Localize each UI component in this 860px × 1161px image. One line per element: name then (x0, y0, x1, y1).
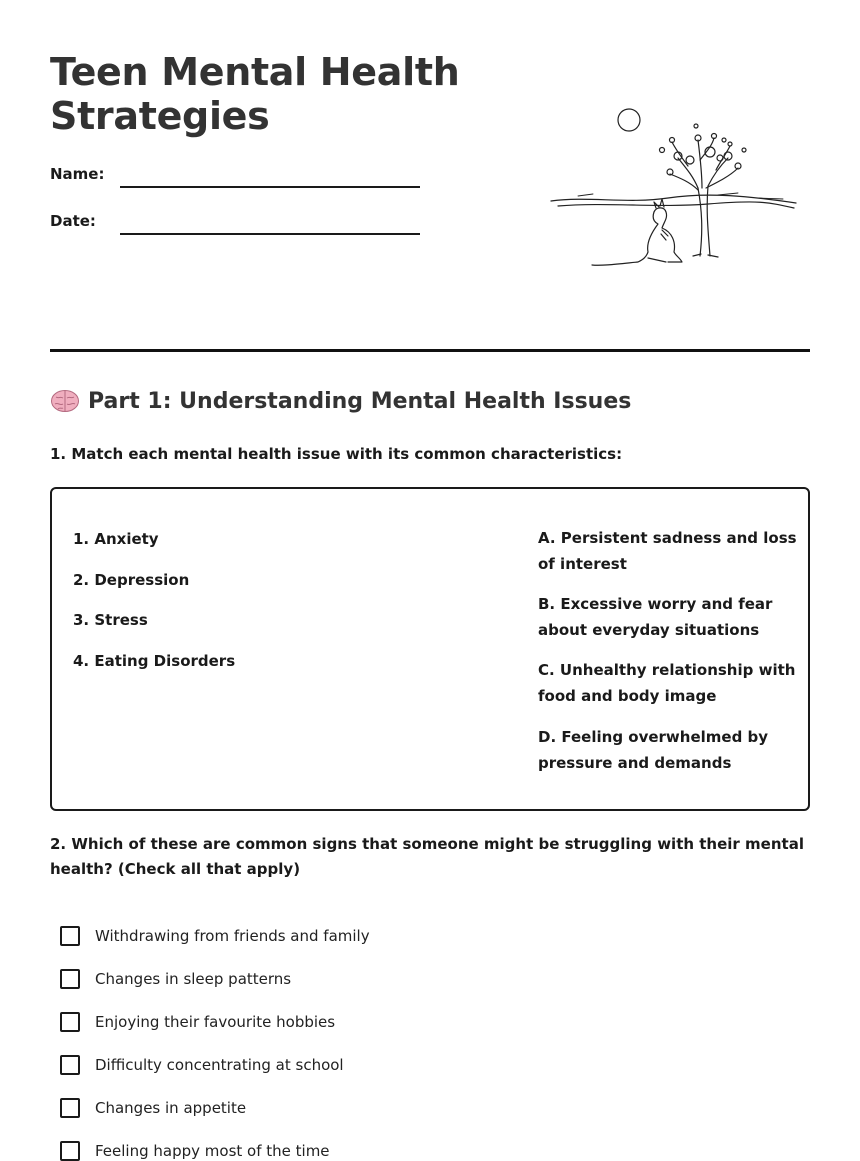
issue-item: 3. Stress (73, 611, 148, 629)
checkbox-option[interactable] (60, 1098, 246, 1118)
name-field[interactable] (120, 186, 420, 188)
question-1-prompt: 1. Match each mental health issue with its common characteristics: (50, 445, 623, 463)
kangaroo-tree-illustration (548, 100, 800, 272)
date-label: Date: (50, 212, 96, 230)
checkbox-option[interactable] (60, 1055, 344, 1075)
checkbox-option[interactable] (60, 969, 291, 989)
checkbox[interactable] (60, 969, 80, 989)
name-label: Name: (50, 165, 105, 183)
part1-heading (50, 386, 631, 416)
date-field[interactable] (120, 233, 420, 235)
sun-icon (618, 109, 640, 131)
characteristic-item: A. Persistent sadness and loss of interest (538, 529, 797, 573)
checkbox-label: Changes in appetite (95, 1099, 247, 1117)
characteristic-item: C. Unhealthy relationship with food and body image (538, 661, 796, 705)
checkbox[interactable] (60, 1098, 80, 1118)
checkbox-label: Difficulty concentrating at school (95, 1056, 344, 1074)
characteristic-item: B. Excessive worry and fear about everyday situations (538, 595, 773, 639)
checkbox-label: Changes in sleep patterns (95, 970, 292, 988)
issue-item: 1. Anxiety (73, 530, 159, 548)
section-divider (50, 349, 810, 352)
checkbox-option[interactable] (60, 926, 370, 946)
question-2-prompt: 2. Which of these are common signs that someone might be struggling with their mental health? (Check all that apply) (50, 835, 804, 878)
checkbox-option[interactable] (60, 1012, 335, 1032)
checkbox[interactable] (60, 1012, 80, 1032)
checkbox-option[interactable] (60, 1141, 330, 1161)
checkbox-label: Withdrawing from friends and family (95, 927, 370, 945)
checkbox[interactable] (60, 926, 80, 946)
issue-item: 2. Depression (73, 571, 190, 589)
part1-heading-text: Part 1: Understanding Mental Health Issues (88, 388, 632, 414)
page-title: Teen Mental Health Strategies (50, 50, 460, 138)
characteristic-item: D. Feeling overwhelmed by pressure and demands (538, 728, 769, 772)
brain-icon (50, 386, 80, 416)
checkbox-label: Feeling happy most of the time (95, 1142, 330, 1160)
checkbox[interactable] (60, 1141, 80, 1161)
checkbox-label: Enjoying their favourite hobbies (95, 1013, 336, 1031)
issue-item: 4. Eating Disorders (73, 652, 236, 670)
checkbox[interactable] (60, 1055, 80, 1075)
matching-box (50, 487, 810, 811)
